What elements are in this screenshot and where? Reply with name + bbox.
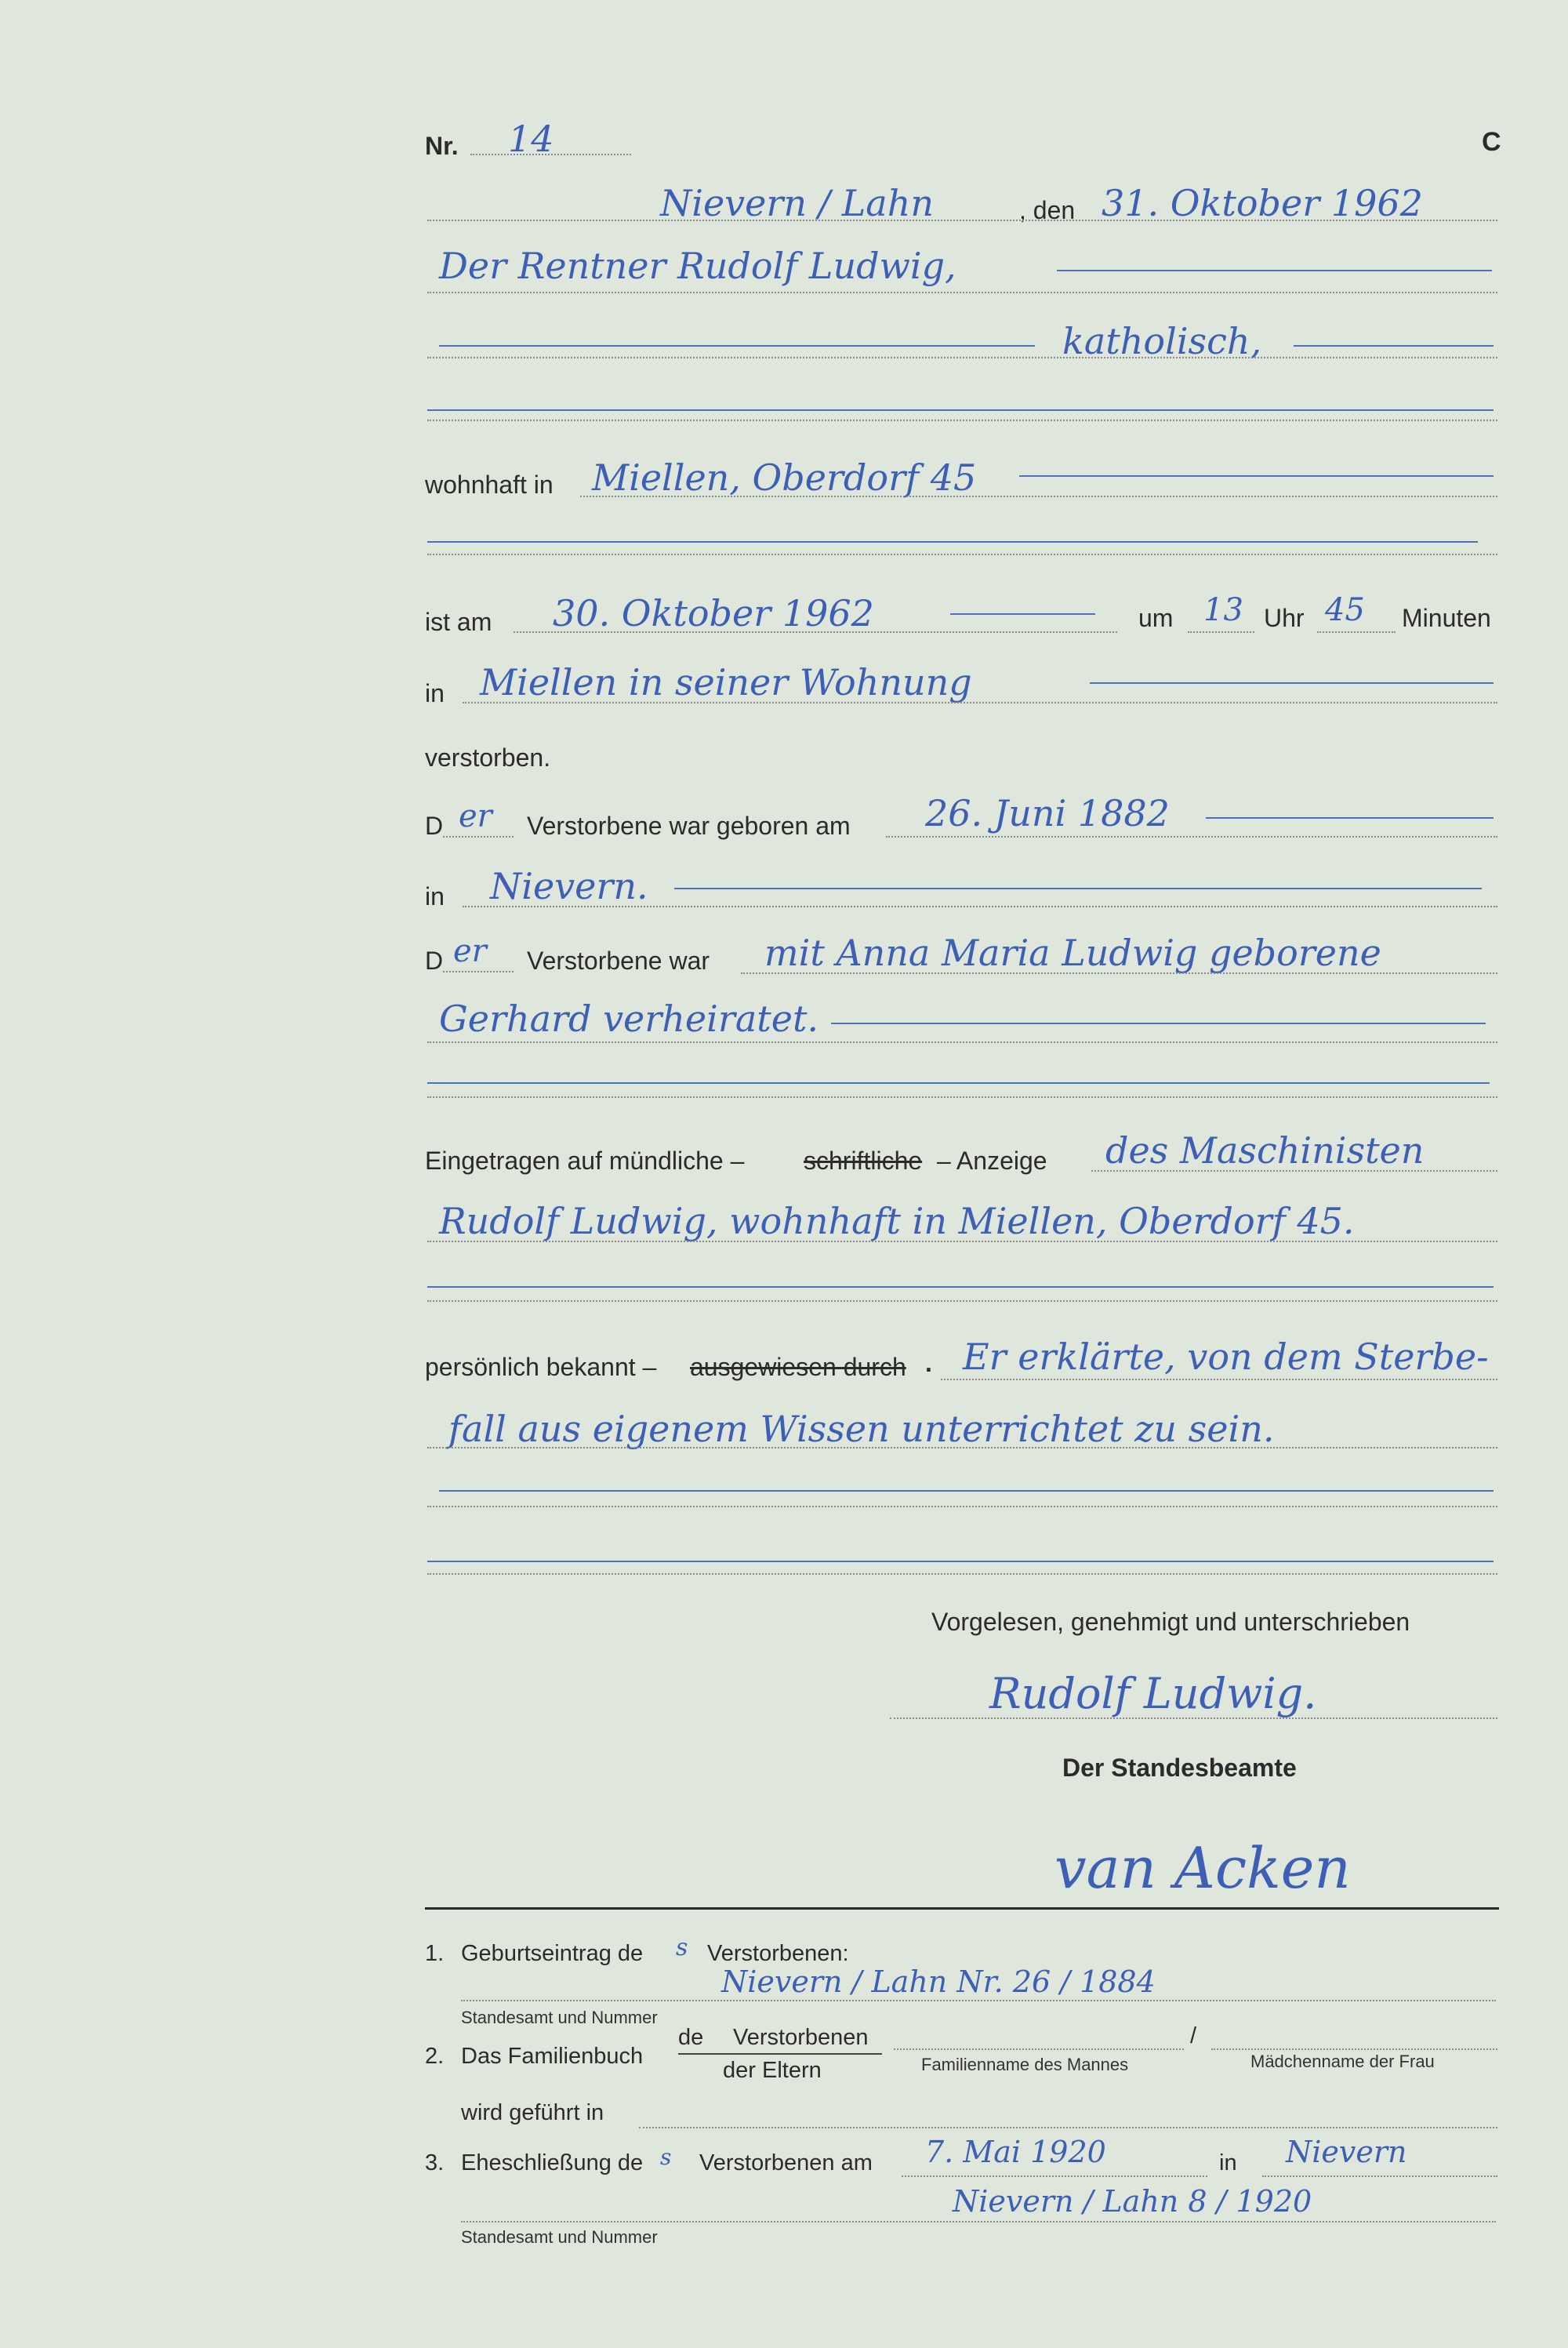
- blank-rule-6: [427, 1561, 1494, 1562]
- birth-label: Verstorbene war geboren am: [527, 812, 851, 840]
- informant-signature: Rudolf Ludwig.: [989, 1669, 1317, 1718]
- birth-place-line: [463, 906, 1497, 907]
- registration-struck: schriftliche: [804, 1147, 923, 1175]
- blank-line-1: [427, 420, 1497, 421]
- residence-label: wohnhaft in: [425, 471, 554, 499]
- item3-registry-line: [461, 2221, 1496, 2223]
- uhr-label: Uhr: [1264, 604, 1305, 632]
- death-date: 30. Oktober 1962: [553, 592, 874, 634]
- informant-line1-rule: [1091, 1170, 1497, 1172]
- familienname-label: Familienname des Mannes: [921, 2055, 1129, 2074]
- religion-fill-rule: [439, 345, 1035, 347]
- read-approved-label: Vorgelesen, genehmigt und unterschrieben: [931, 1608, 1410, 1636]
- identity-label: persönlich bekannt –: [425, 1353, 657, 1381]
- marital-line1: mit Anna Maria Ludwig geborene: [764, 932, 1381, 974]
- birth-d-line: [443, 836, 514, 838]
- standesamt-label-1: Standesamt und Nummer: [461, 2008, 658, 2027]
- death-place-line: [463, 702, 1497, 703]
- marriage-place: Nievern: [1286, 2135, 1407, 2169]
- death-place-fill-rule: [1090, 682, 1494, 684]
- nr-value: 14: [508, 118, 554, 160]
- maedchenname-line: [1211, 2048, 1497, 2050]
- residence-fill-rule: [1019, 475, 1494, 477]
- marital-line1-rule: [741, 972, 1497, 974]
- hour-line: [1188, 631, 1254, 633]
- item3-label2: Verstorbenen am: [699, 2150, 873, 2175]
- birth-date-fill-rule: [1206, 817, 1494, 819]
- death-in-label: in: [425, 679, 445, 707]
- birth-entry-value: Nievern / Lahn Nr. 26 / 1884: [721, 1965, 1156, 1999]
- item2-slash: /: [1190, 2023, 1197, 2048]
- item1-line: [461, 2000, 1496, 2001]
- familienname-line: [894, 2048, 1184, 2050]
- item2-label: Das Familienbuch: [461, 2044, 644, 2069]
- item2-fraction-line: [678, 2053, 882, 2055]
- blank-line-6: [427, 1573, 1497, 1575]
- residence-line: [580, 496, 1497, 497]
- standesamt-label-2: Standesamt und Nummer: [461, 2227, 658, 2247]
- death-date-line: [514, 631, 1117, 633]
- decedent-line: [427, 292, 1497, 293]
- item1-label2: Verstorbenen:: [707, 1941, 849, 1966]
- blank-line-4: [427, 1300, 1497, 1302]
- marital-d-suffix: er: [453, 933, 487, 969]
- blank-rule-5: [439, 1490, 1494, 1492]
- wird-gefuehrt-label: wird geführt in: [461, 2100, 604, 2125]
- item2-verstorbenen-label: Verstorbenen: [733, 2025, 869, 2050]
- nr-label: Nr.: [425, 132, 459, 160]
- informant-line2: Rudolf Ludwig, wohnhaft in Miellen, Oberdorf 45.: [439, 1200, 1355, 1242]
- item2-eltern-label: der Eltern: [723, 2058, 822, 2083]
- date-value: 31. Oktober 1962: [1102, 182, 1423, 224]
- statement-line2: fall aus eigenem Wissen unterrichtet zu sein.: [448, 1408, 1275, 1450]
- item3-suffix: s: [660, 2144, 672, 2170]
- informant-line1: des Maschinisten: [1105, 1129, 1425, 1172]
- birth-d-label: D: [425, 812, 444, 840]
- den-label: , den: [1019, 196, 1076, 224]
- verstorben-label: verstorben.: [425, 743, 551, 772]
- marriage-registry-value: Nievern / Lahn 8 / 1920: [953, 2184, 1312, 2219]
- religion-value: katholisch,: [1062, 320, 1262, 362]
- decedent-name: Der Rentner Rudolf Ludwig,: [439, 245, 956, 287]
- birth-place: Nievern.: [490, 865, 648, 907]
- marital-line2-rule: [427, 1041, 1497, 1043]
- item2-de-label: de: [678, 2025, 704, 2050]
- place-value: Nievern / Lahn: [660, 182, 934, 224]
- decedent-fill-rule: [1057, 270, 1492, 271]
- death-place: Miellen in seiner Wohnung: [480, 661, 972, 703]
- marital-label: Verstorbene war: [527, 947, 710, 975]
- informant-line2-rule: [427, 1241, 1497, 1242]
- registrar-signature: van Acken: [1054, 1835, 1351, 1901]
- blank-line-3: [427, 1096, 1497, 1098]
- blank-line-2: [427, 554, 1497, 555]
- um-label: um: [1138, 604, 1174, 632]
- item3-label: Eheschließung de: [461, 2150, 644, 2175]
- religion-fill-rule-2: [1294, 345, 1494, 347]
- wird-gefuehrt-line: [639, 2127, 1497, 2128]
- birth-place-fill-rule: [674, 888, 1482, 889]
- minutes-line: [1317, 631, 1396, 633]
- residence-value: Miellen, Oberdorf 45: [592, 456, 977, 499]
- item1-number: 1.: [425, 1941, 445, 1966]
- marital-line2: Gerhard verheiratet.: [439, 998, 819, 1040]
- registrar-label: Der Standesbeamte: [1062, 1754, 1297, 1782]
- statement-line1: Er erklärte, von dem Sterbe-: [963, 1336, 1489, 1378]
- nr-dotted-line: [470, 154, 631, 155]
- religion-line: [427, 357, 1497, 358]
- marital-d-label: D: [425, 947, 444, 975]
- corner-letter: C: [1482, 127, 1501, 157]
- marital-fill-rule: [831, 1023, 1486, 1024]
- blank-rule-1: [427, 409, 1494, 411]
- blank-line-5: [427, 1506, 1497, 1507]
- item3-in-label: in: [1219, 2150, 1237, 2175]
- death-hour: 13: [1203, 592, 1243, 628]
- birth-d-suffix: er: [459, 798, 492, 834]
- item1-label: Geburtseintrag de: [461, 1941, 644, 1966]
- place-date-line: [427, 220, 1497, 221]
- informant-signature-line: [890, 1717, 1497, 1719]
- minuten-label: Minuten: [1402, 604, 1491, 632]
- marriage-date-line: [902, 2175, 1207, 2177]
- item2-number: 2.: [425, 2044, 445, 2069]
- birth-date: 26. Juni 1882: [925, 792, 1170, 834]
- blank-rule-2: [427, 541, 1478, 543]
- maedchenname-label: Mädchenname der Frau: [1250, 2052, 1435, 2071]
- death-minutes: 45: [1325, 592, 1365, 628]
- death-date-fill-rule: [950, 613, 1095, 615]
- statement-line1-rule: [941, 1379, 1497, 1380]
- ist-am-label: ist am: [425, 608, 492, 636]
- identity-dot: .: [925, 1349, 932, 1377]
- item3-number: 3.: [425, 2150, 445, 2175]
- marital-d-line: [443, 971, 514, 972]
- birth-in-label: in: [425, 882, 445, 910]
- marriage-date: 7. Mai 1920: [925, 2135, 1106, 2169]
- item1-suffix: s: [676, 1934, 688, 1961]
- anzeige-label: – Anzeige: [937, 1147, 1047, 1175]
- registration-label: Eingetragen auf mündliche –: [425, 1147, 745, 1175]
- birth-date-line: [886, 836, 1497, 838]
- statement-line2-rule: [427, 1447, 1497, 1448]
- blank-rule-3: [427, 1082, 1490, 1084]
- footer-separator: [425, 1907, 1499, 1910]
- identity-struck: ausgewiesen durch: [690, 1353, 906, 1381]
- blank-rule-4: [427, 1286, 1494, 1288]
- marriage-place-line: [1262, 2175, 1497, 2177]
